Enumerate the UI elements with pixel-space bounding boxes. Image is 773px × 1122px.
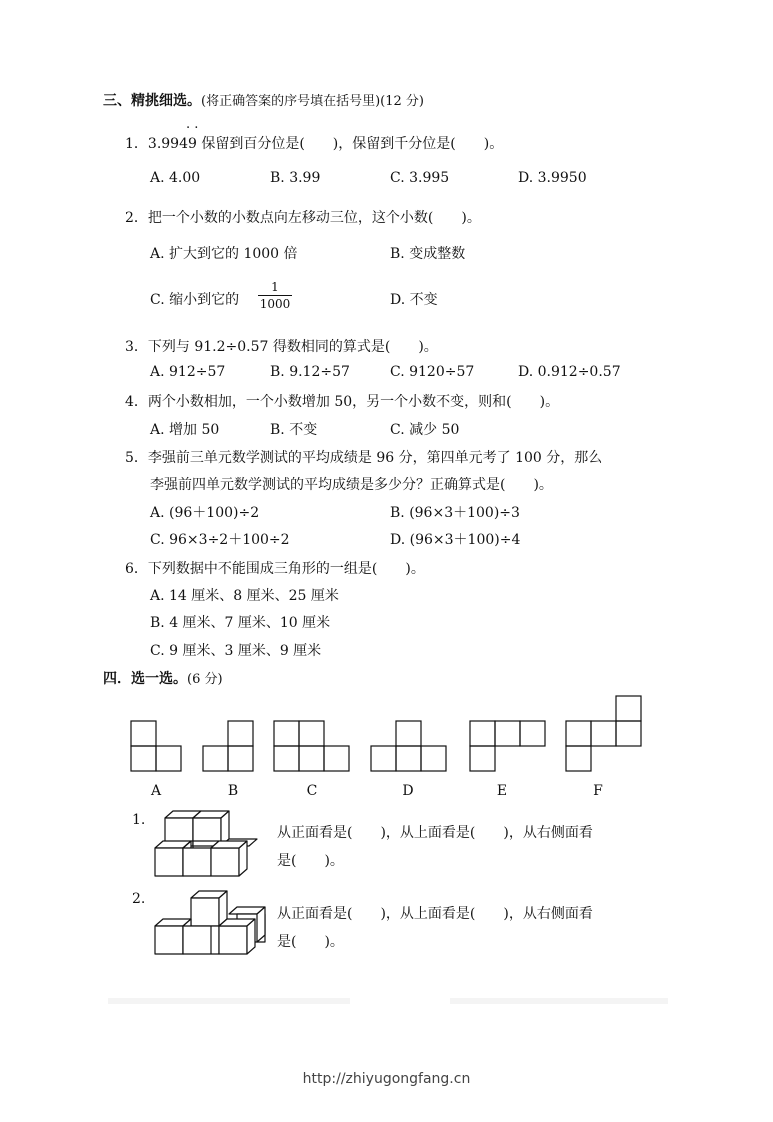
q2-option-a: A. 扩大到它的 1000 倍 (150, 246, 298, 262)
scan-artifact-left (108, 998, 350, 1004)
section3-note: (将正确答案的序号填在括号里)(12 分) (201, 94, 424, 109)
fraction-numerator: 1 (271, 280, 279, 294)
question-5-stem-line2: 李强前四单元数学测试的平均成绩是多少分？正确算式是( )。 (150, 477, 553, 493)
q6-option-b: B. 4 厘米、7 厘米、10 厘米 (150, 615, 331, 631)
q3-option-d: D. 0.912÷0.57 (518, 364, 621, 380)
figure-label-b: B (227, 783, 239, 799)
q4-option-c: C. 减少 50 (390, 422, 460, 438)
question-3-stem: 3．下列与 91.2÷0.57 得数相同的算式是( )。 (125, 339, 438, 355)
item-2-line2: 是( )。 (277, 934, 344, 950)
emphasis-dots: . . (186, 117, 199, 132)
q5-option-c: C. 96×3÷2＋100÷2 (150, 532, 290, 548)
cube-front-row-2 (183, 926, 219, 954)
q1-option-d: D. 3.9950 (518, 170, 587, 186)
question-1-stem: 1．3.9949 保留到百分位是( )，保留到千分位是( )。 (125, 136, 504, 152)
q3-option-b: B. 9.12÷57 (270, 364, 350, 380)
q3-option-a: A. 912÷57 (150, 364, 226, 380)
q5-option-d: D. (96×3＋100)÷4 (390, 532, 521, 548)
q5-option-b: B. (96×3＋100)÷3 (390, 505, 520, 521)
item-2-line1: 从正面看是( )，从上面看是( )，从右侧面看 (277, 906, 593, 922)
q1-option-c: C. 3.995 (390, 170, 450, 186)
q6-option-c: C. 9 厘米、3 厘米、9 厘米 (150, 643, 322, 659)
question-6-stem: 6．下列数据中不能围成三角形的一组是( )。 (125, 561, 425, 577)
figure-label-c: C (306, 783, 318, 799)
question-5-stem: 5．李强前三单元数学测试的平均成绩是 96 分，第四单元考了 100 分，那么 (125, 450, 603, 466)
item-2-number: 2. (132, 891, 146, 907)
item-1-line2: 是( )。 (277, 853, 344, 869)
figure-label-d: D (402, 783, 414, 799)
cube-front-row-3 (219, 919, 255, 954)
section4-title: 四．选一选。 (103, 671, 187, 687)
figure-label-e: E (496, 783, 508, 799)
q2-option-b: B. 变成整数 (390, 246, 466, 262)
question-4-stem: 4．两个小数相加，一个小数增加 50，另一个小数不变，则和( )。 (125, 394, 560, 410)
figure-label-a: A (150, 783, 162, 799)
item-1-line1: 从正面看是( )，从上面看是( )，从右侧面看 (277, 825, 593, 841)
section4-note: (6 分) (187, 672, 223, 687)
q4-option-b: B. 不变 (270, 422, 318, 438)
fraction-denominator: 1000 (259, 297, 291, 311)
q1-option-a: A. 4.00 (150, 170, 201, 186)
q3-option-c: C. 9120÷57 (390, 364, 475, 380)
q6-option-a: A. 14 厘米、8 厘米、25 厘米 (150, 588, 339, 604)
q2-option-c: C. 缩小到它的 (150, 292, 240, 308)
q4-option-a: A. 增加 50 (150, 422, 220, 438)
section3-title: 三、精挑细选。 (103, 93, 201, 109)
q2-option-d: D. 不变 (390, 292, 438, 308)
footer-url[interactable]: http://zhiyugongfang.cn (302, 1071, 471, 1087)
cube-top (191, 891, 227, 926)
q1-option-b: B. 3.99 (270, 170, 321, 186)
item-1-number: 1. (132, 812, 146, 828)
figure-label-f: F (593, 783, 603, 799)
scan-artifact-right (450, 998, 668, 1004)
question-2-stem: 2．把一个小数的小数点向左移动三位，这个小数( )。 (125, 210, 481, 226)
q5-option-a: A. (96＋100)÷2 (150, 505, 260, 521)
